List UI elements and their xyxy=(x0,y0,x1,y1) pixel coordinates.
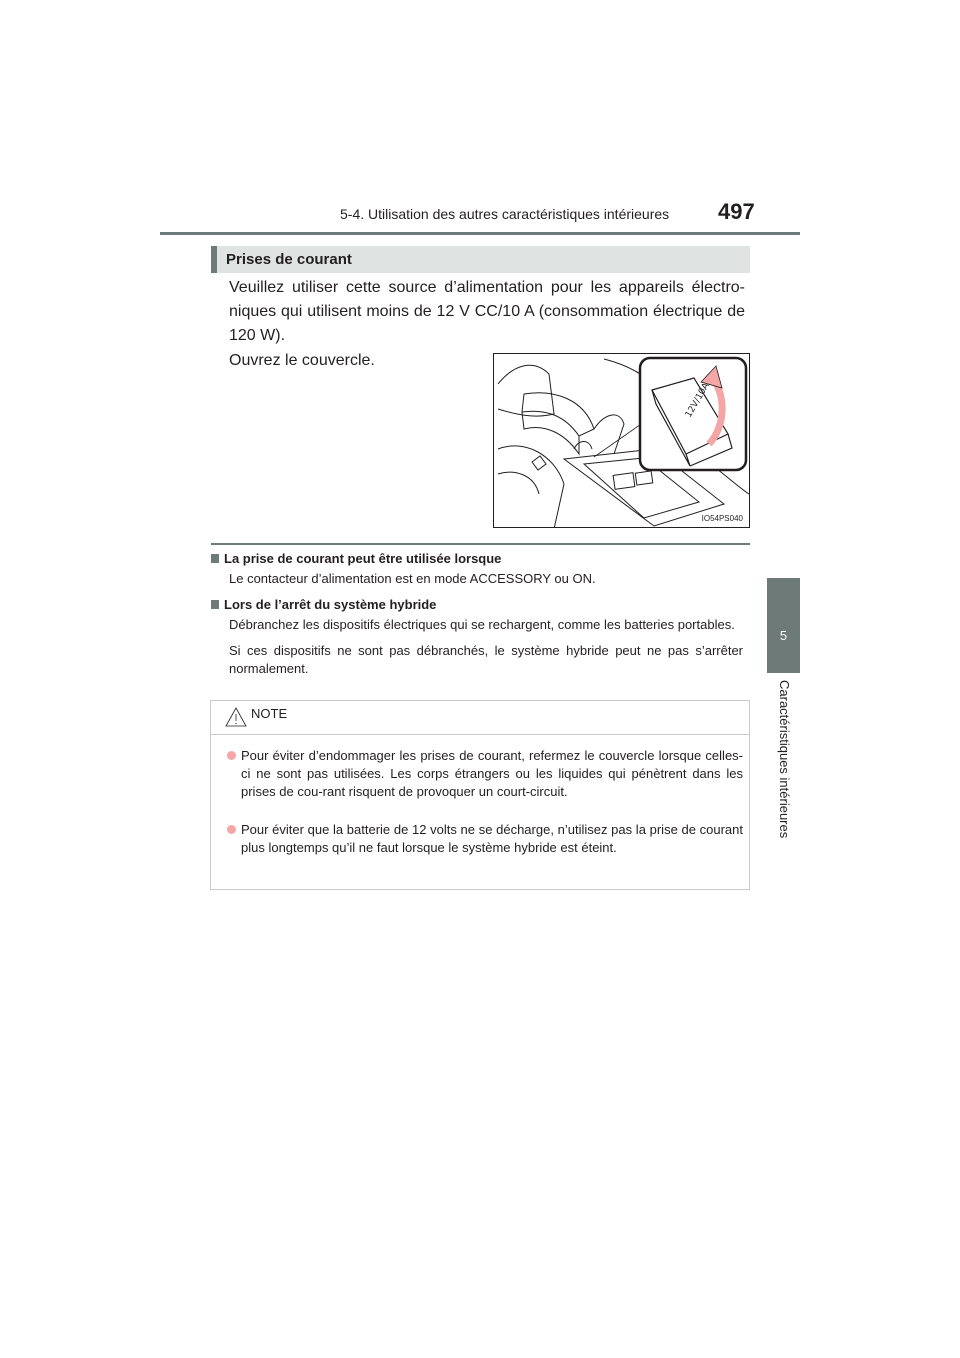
notice-item-text: Pour éviter que la batterie de 12 volts ne se décharge, n’utilisez pas la prise de courant plus longtemps qu’il ne faut lorsque le système hybride est éteint. xyxy=(241,822,743,855)
notice-item xyxy=(227,747,743,801)
note-paragraph: Le contacteur d’alimentation est en mode ACCESSORY ou ON. xyxy=(229,571,596,586)
chapter-tab xyxy=(767,578,800,673)
bullet-icon xyxy=(227,825,236,834)
intro-paragraph: Veuillez utiliser cette source d’alimentation pour les appareils électro-niques qui utilisent moins de 12 V CC/10 A (consommation électrique de 120 W). xyxy=(229,279,745,344)
note-heading: La prise de courant peut être utilisée lorsque xyxy=(211,550,751,568)
bullet-icon xyxy=(227,751,236,760)
header-section-title: 5-4. Utilisation des autres caractéristiques intérieures xyxy=(340,206,670,222)
note-heading: Lors de l’arrêt du système hybride xyxy=(211,596,751,614)
cover-label: 12V/10A xyxy=(683,381,712,420)
figure-code: IO54PS040 xyxy=(701,514,743,523)
note-paragraph: Débranchez les dispositifs électriques qui se rechargent, comme les batteries portables. xyxy=(229,617,735,632)
chapter-label: Caractéristiques intérieures xyxy=(777,680,792,839)
power-outlet-illustration xyxy=(493,353,750,528)
section-heading xyxy=(211,246,750,273)
notice-item xyxy=(227,821,743,857)
note-hybrid-stop xyxy=(211,596,751,678)
section-heading-text: Prises de courant xyxy=(226,251,352,268)
notice-title-row xyxy=(225,707,247,727)
notice-box xyxy=(210,700,750,890)
notice-title: NOTE xyxy=(251,706,288,721)
page-number: 497 xyxy=(718,199,755,224)
chapter-number: 5 xyxy=(779,628,788,643)
note-paragraph: Si ces dispositifs ne sont pas débranchés, le système hybride peut ne pas s’arrêter normalement. xyxy=(229,643,743,676)
section-divider xyxy=(211,543,750,545)
note-usage-condition xyxy=(211,550,751,588)
warning-triangle-icon xyxy=(225,707,247,727)
notice-item-text: Pour éviter d’endommager les prises de courant, refermez le couvercle lorsque celles-ci ne sont pas utilisées. Les corps étrangers ou les liquides qui pénètrent dans les prises de cou-rant risquent de provoquer un court-circuit. xyxy=(241,748,743,799)
console-drawing xyxy=(494,354,750,528)
notice-separator xyxy=(211,734,749,735)
header-rule xyxy=(160,232,800,235)
step-instruction: Ouvrez le couvercle. xyxy=(229,352,375,369)
